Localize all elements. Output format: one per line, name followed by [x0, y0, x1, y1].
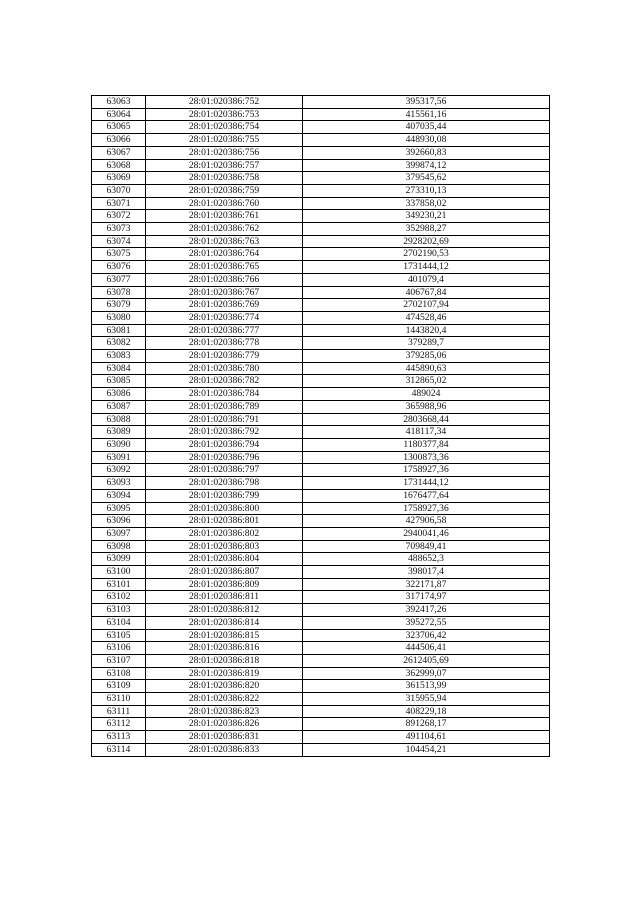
- table-row: [92, 718, 550, 731]
- cadastral-number-cell: 28:01:020386:780: [146, 362, 303, 375]
- cadastral-number-cell: 28:01:020386:759: [146, 184, 303, 197]
- cadastral-number-cell: 28:01:020386:757: [146, 159, 303, 172]
- cadastral-number-cell: 28:01:020386:760: [146, 197, 303, 210]
- table-row: [92, 527, 550, 540]
- value-cell: 104454,21: [303, 743, 550, 756]
- value-cell: 2940041,46: [303, 527, 550, 540]
- value-cell: 379289,7: [303, 337, 550, 350]
- value-cell: 407035,44: [303, 121, 550, 134]
- table-row: [92, 477, 550, 490]
- table-row: [92, 604, 550, 617]
- value-cell: 399874,12: [303, 159, 550, 172]
- row-number-cell: 63063: [92, 96, 146, 109]
- row-number-cell: 63068: [92, 159, 146, 172]
- table-row: [92, 375, 550, 388]
- table-row: [92, 134, 550, 147]
- value-cell: 474528,46: [303, 311, 550, 324]
- value-cell: 273310,13: [303, 184, 550, 197]
- value-cell: 1731444,12: [303, 261, 550, 274]
- value-cell: 1180377,84: [303, 438, 550, 451]
- table-row: [92, 388, 550, 401]
- row-number-cell: 63073: [92, 223, 146, 236]
- cadastral-number-cell: 28:01:020386:764: [146, 248, 303, 261]
- table-row: [92, 591, 550, 604]
- value-cell: 1731444,12: [303, 477, 550, 490]
- cadastral-number-cell: 28:01:020386:765: [146, 261, 303, 274]
- value-cell: 489024: [303, 388, 550, 401]
- cadastral-number-cell: 28:01:020386:819: [146, 667, 303, 680]
- table-row: [92, 159, 550, 172]
- table-row: [92, 413, 550, 426]
- value-cell: 312865,02: [303, 375, 550, 388]
- value-cell: 349230,21: [303, 210, 550, 223]
- value-cell: 337858,02: [303, 197, 550, 210]
- value-cell: 445890,63: [303, 362, 550, 375]
- cadastral-number-cell: 28:01:020386:791: [146, 413, 303, 426]
- table-row: [92, 184, 550, 197]
- row-number-cell: 63064: [92, 108, 146, 121]
- value-cell: 317174,97: [303, 591, 550, 604]
- row-number-cell: 63074: [92, 235, 146, 248]
- cadastral-number-cell: 28:01:020386:769: [146, 299, 303, 312]
- row-number-cell: 63084: [92, 362, 146, 375]
- row-number-cell: 63106: [92, 642, 146, 655]
- value-cell: 2612405,69: [303, 654, 550, 667]
- value-cell: 448930,08: [303, 134, 550, 147]
- value-cell: 322171,87: [303, 578, 550, 591]
- row-number-cell: 63102: [92, 591, 146, 604]
- cadastral-number-cell: 28:01:020386:803: [146, 540, 303, 553]
- value-cell: 379545,62: [303, 172, 550, 185]
- table-row: [92, 693, 550, 706]
- table-row: [92, 286, 550, 299]
- table-row: [92, 400, 550, 413]
- cadastral-number-cell: 28:01:020386:809: [146, 578, 303, 591]
- table-row: [92, 223, 550, 236]
- cadastral-number-cell: 28:01:020386:804: [146, 553, 303, 566]
- row-number-cell: 63066: [92, 134, 146, 147]
- row-number-cell: 63075: [92, 248, 146, 261]
- cadastral-number-cell: 28:01:020386:774: [146, 311, 303, 324]
- cadastral-value-table: [91, 95, 550, 757]
- row-number-cell: 63108: [92, 667, 146, 680]
- table-row: [92, 566, 550, 579]
- value-cell: 1758927,36: [303, 502, 550, 515]
- row-number-cell: 63110: [92, 693, 146, 706]
- cadastral-number-cell: 28:01:020386:754: [146, 121, 303, 134]
- table-row: [92, 743, 550, 756]
- table-row: [92, 210, 550, 223]
- row-number-cell: 63080: [92, 311, 146, 324]
- table-row: [92, 261, 550, 274]
- cadastral-number-cell: 28:01:020386:762: [146, 223, 303, 236]
- row-number-cell: 63089: [92, 426, 146, 439]
- row-number-cell: 63082: [92, 337, 146, 350]
- row-number-cell: 63111: [92, 705, 146, 718]
- table-row: [92, 654, 550, 667]
- cadastral-number-cell: 28:01:020386:826: [146, 718, 303, 731]
- value-cell: 362999,07: [303, 667, 550, 680]
- value-cell: 398017,4: [303, 566, 550, 579]
- row-number-cell: 63098: [92, 540, 146, 553]
- cadastral-number-cell: 28:01:020386:815: [146, 629, 303, 642]
- cadastral-number-cell: 28:01:020386:831: [146, 731, 303, 744]
- row-number-cell: 63083: [92, 350, 146, 363]
- value-cell: 491104,61: [303, 731, 550, 744]
- row-number-cell: 63079: [92, 299, 146, 312]
- value-cell: 352988,27: [303, 223, 550, 236]
- cadastral-number-cell: 28:01:020386:752: [146, 96, 303, 109]
- row-number-cell: 63071: [92, 197, 146, 210]
- table-row: [92, 502, 550, 515]
- value-cell: 415561,16: [303, 108, 550, 121]
- table-row: [92, 324, 550, 337]
- row-number-cell: 63114: [92, 743, 146, 756]
- value-cell: 361513,99: [303, 680, 550, 693]
- table-row: [92, 489, 550, 502]
- row-number-cell: 63069: [92, 172, 146, 185]
- table-row: [92, 121, 550, 134]
- table-row: [92, 553, 550, 566]
- cadastral-number-cell: 28:01:020386:797: [146, 464, 303, 477]
- cadastral-number-cell: 28:01:020386:761: [146, 210, 303, 223]
- table-row: [92, 680, 550, 693]
- value-cell: 408229,18: [303, 705, 550, 718]
- cadastral-number-cell: 28:01:020386:789: [146, 400, 303, 413]
- row-number-cell: 63091: [92, 451, 146, 464]
- cadastral-number-cell: 28:01:020386:784: [146, 388, 303, 401]
- cadastral-number-cell: 28:01:020386:778: [146, 337, 303, 350]
- table-body: [92, 96, 550, 757]
- row-number-cell: 63070: [92, 184, 146, 197]
- value-cell: 2928202,69: [303, 235, 550, 248]
- cadastral-number-cell: 28:01:020386:794: [146, 438, 303, 451]
- cadastral-number-cell: 28:01:020386:756: [146, 146, 303, 159]
- value-cell: 488652,3: [303, 553, 550, 566]
- table-row: [92, 172, 550, 185]
- value-cell: 444506,41: [303, 642, 550, 655]
- value-cell: 323706,42: [303, 629, 550, 642]
- row-number-cell: 63105: [92, 629, 146, 642]
- cadastral-number-cell: 28:01:020386:822: [146, 693, 303, 706]
- value-cell: 395272,55: [303, 616, 550, 629]
- table-row: [92, 235, 550, 248]
- cadastral-number-cell: 28:01:020386:766: [146, 273, 303, 286]
- row-number-cell: 63107: [92, 654, 146, 667]
- table-row: [92, 642, 550, 655]
- table-row: [92, 438, 550, 451]
- value-cell: 427906,58: [303, 515, 550, 528]
- row-number-cell: 63092: [92, 464, 146, 477]
- value-cell: 2702107,94: [303, 299, 550, 312]
- row-number-cell: 63094: [92, 489, 146, 502]
- table-row: [92, 705, 550, 718]
- row-number-cell: 63072: [92, 210, 146, 223]
- value-cell: 365988,96: [303, 400, 550, 413]
- cadastral-number-cell: 28:01:020386:833: [146, 743, 303, 756]
- table-row: [92, 464, 550, 477]
- value-cell: 392660,83: [303, 146, 550, 159]
- value-cell: 315955,94: [303, 693, 550, 706]
- value-cell: 418117,34: [303, 426, 550, 439]
- row-number-cell: 63076: [92, 261, 146, 274]
- table-row: [92, 299, 550, 312]
- row-number-cell: 63088: [92, 413, 146, 426]
- table-row: [92, 616, 550, 629]
- value-cell: 709849,41: [303, 540, 550, 553]
- table-row: [92, 337, 550, 350]
- row-number-cell: 63112: [92, 718, 146, 731]
- cadastral-number-cell: 28:01:020386:799: [146, 489, 303, 502]
- row-number-cell: 63067: [92, 146, 146, 159]
- row-number-cell: 63099: [92, 553, 146, 566]
- cadastral-number-cell: 28:01:020386:801: [146, 515, 303, 528]
- row-number-cell: 63100: [92, 566, 146, 579]
- table-row: [92, 311, 550, 324]
- row-number-cell: 63104: [92, 616, 146, 629]
- cadastral-number-cell: 28:01:020386:767: [146, 286, 303, 299]
- cadastral-number-cell: 28:01:020386:800: [146, 502, 303, 515]
- table-row: [92, 540, 550, 553]
- cadastral-number-cell: 28:01:020386:755: [146, 134, 303, 147]
- row-number-cell: 63113: [92, 731, 146, 744]
- row-number-cell: 63081: [92, 324, 146, 337]
- table-row: [92, 667, 550, 680]
- table-row: [92, 197, 550, 210]
- table-row: [92, 362, 550, 375]
- row-number-cell: 63065: [92, 121, 146, 134]
- row-number-cell: 63103: [92, 604, 146, 617]
- cadastral-number-cell: 28:01:020386:814: [146, 616, 303, 629]
- row-number-cell: 63090: [92, 438, 146, 451]
- row-number-cell: 63096: [92, 515, 146, 528]
- table-row: [92, 273, 550, 286]
- cadastral-number-cell: 28:01:020386:812: [146, 604, 303, 617]
- cadastral-number-cell: 28:01:020386:823: [146, 705, 303, 718]
- table-row: [92, 108, 550, 121]
- row-number-cell: 63086: [92, 388, 146, 401]
- table-row: [92, 451, 550, 464]
- row-number-cell: 63085: [92, 375, 146, 388]
- cadastral-number-cell: 28:01:020386:753: [146, 108, 303, 121]
- table-row: [92, 146, 550, 159]
- cadastral-number-cell: 28:01:020386:758: [146, 172, 303, 185]
- table-row: [92, 350, 550, 363]
- table-row: [92, 515, 550, 528]
- cadastral-number-cell: 28:01:020386:779: [146, 350, 303, 363]
- row-number-cell: 63077: [92, 273, 146, 286]
- cadastral-number-cell: 28:01:020386:811: [146, 591, 303, 604]
- value-cell: 2803668,44: [303, 413, 550, 426]
- cadastral-number-cell: 28:01:020386:798: [146, 477, 303, 490]
- table-row: [92, 426, 550, 439]
- row-number-cell: 63095: [92, 502, 146, 515]
- value-cell: 1676477,64: [303, 489, 550, 502]
- value-cell: 392417,26: [303, 604, 550, 617]
- cadastral-number-cell: 28:01:020386:818: [146, 654, 303, 667]
- value-cell: 395317,56: [303, 96, 550, 109]
- cadastral-number-cell: 28:01:020386:763: [146, 235, 303, 248]
- cadastral-number-cell: 28:01:020386:816: [146, 642, 303, 655]
- value-cell: 379285,06: [303, 350, 550, 363]
- cadastral-number-cell: 28:01:020386:782: [146, 375, 303, 388]
- row-number-cell: 63078: [92, 286, 146, 299]
- row-number-cell: 63097: [92, 527, 146, 540]
- table-row: [92, 96, 550, 109]
- cadastral-number-cell: 28:01:020386:820: [146, 680, 303, 693]
- value-cell: 1443820,4: [303, 324, 550, 337]
- table-row: [92, 629, 550, 642]
- value-cell: 2702190,53: [303, 248, 550, 261]
- table-row: [92, 248, 550, 261]
- value-cell: 401079,4: [303, 273, 550, 286]
- row-number-cell: 63101: [92, 578, 146, 591]
- cadastral-number-cell: 28:01:020386:802: [146, 527, 303, 540]
- cadastral-number-cell: 28:01:020386:807: [146, 566, 303, 579]
- value-cell: 1300873,36: [303, 451, 550, 464]
- cadastral-number-cell: 28:01:020386:777: [146, 324, 303, 337]
- value-cell: 1758927,36: [303, 464, 550, 477]
- row-number-cell: 63093: [92, 477, 146, 490]
- row-number-cell: 63109: [92, 680, 146, 693]
- row-number-cell: 63087: [92, 400, 146, 413]
- value-cell: 406767,84: [303, 286, 550, 299]
- cadastral-number-cell: 28:01:020386:792: [146, 426, 303, 439]
- table-row: [92, 731, 550, 744]
- table-row: [92, 578, 550, 591]
- cadastral-number-cell: 28:01:020386:796: [146, 451, 303, 464]
- value-cell: 891268,17: [303, 718, 550, 731]
